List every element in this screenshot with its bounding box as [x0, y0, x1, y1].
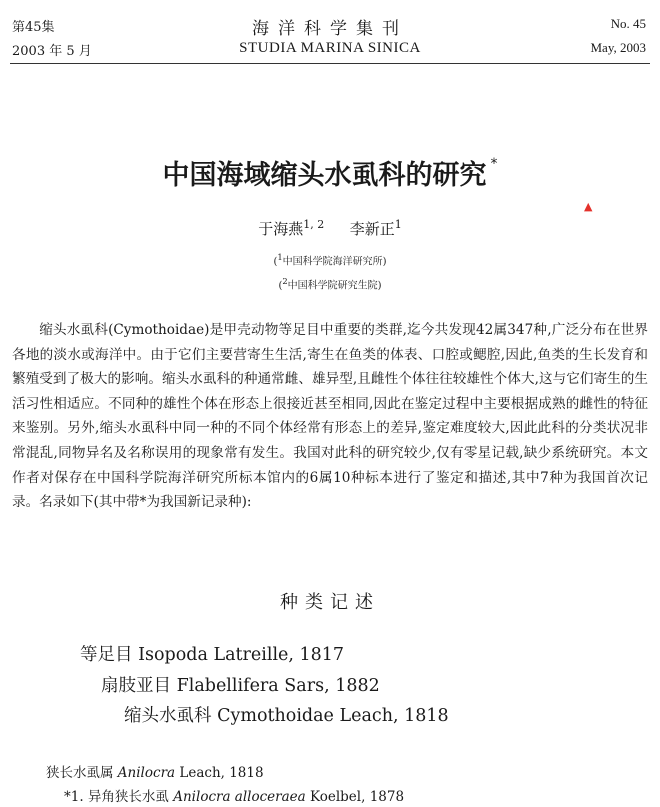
triangle-marker-icon: ▲	[584, 200, 593, 213]
taxon-suborder-name: Flabellifera Sars, 1882	[176, 676, 380, 696]
author-name: 于海燕	[258, 220, 304, 238]
taxon-order-name: Isopoda Latreille, 1817	[138, 645, 345, 665]
taxon-genus-author: Leach, 1818	[179, 765, 264, 781]
article-title-text: 中国海域缩头水虱科的研究	[162, 160, 487, 191]
taxon-order	[80, 641, 344, 666]
taxon-family-cn: 缩头水虱科	[124, 706, 212, 726]
issue-number: No. 45	[610, 16, 646, 31]
affiliation-line: ($^1$中国科学院海洋研究所)	[273, 252, 387, 268]
species-binomial: Anilocra alloceraea	[173, 789, 306, 805]
author-line	[0, 218, 660, 239]
issue-date-cn: 2003 年 5 月	[12, 44, 92, 59]
journal-title-en: STUDIA MARINA SINICA	[239, 40, 421, 56]
taxon-order-cn: 等足目	[80, 645, 133, 665]
abstract-paragraph: 缩头水虱科(Cymothoidae)是甲壳动物等足目中重要的类群,迄今共发现42属347种,广泛分布在世界各地的淡水或海洋中。由于它们主要营寄生生活,寄生在鱼类的体表、口腔或鳃腔,因此,鱼类的生长发育和繁殖受到了极大的影响。缩头水虱科的种通常雌、雄异型,且雌性个体往往较雄性个体大,这与它们寄生的生活习性相适应。不同种的雄性个体在形态上很接近甚至相同,因此在鉴定过程中主要根据成熟的雌性的特征来鉴别。另外,缩头水虱科中同一种的不同个体经常有形态上的差异,鉴定难度较大,因此此科的分类状况非常混乱,同物异名及名称误用的现象常有发生。我国对此科的研究较少,仅有零星记载,缺少系统研究。本文作者对保存在中国科学院海洋研究所标本馆内的6属10种标本进行了鉴定和描述,其中7种为我国首次记录。名录如下(其中带*为我国新记录种):	[12, 322, 648, 511]
taxon-family-name: Cymothoidae Leach, 1818	[217, 706, 449, 726]
journal-title-cn: 海洋科学集刊	[252, 19, 408, 39]
species-name-cn: 异角狭长水虱	[87, 789, 169, 805]
author-name: 李新正	[349, 220, 395, 238]
taxon-suborder-cn: 扇肢亚目	[101, 676, 171, 696]
affiliation-text: 中国科学院研究生院	[287, 280, 378, 292]
author-affiliation-sup: 1	[394, 218, 402, 231]
taxon-family	[124, 702, 449, 727]
species-author: Koelbel, 1878	[310, 789, 405, 805]
header-rule	[10, 63, 650, 64]
affiliation-sup: 1	[277, 252, 283, 262]
taxon-genus	[46, 761, 264, 781]
species-number: *1.	[64, 789, 84, 805]
taxon-genus-latin: Anilocra	[117, 765, 176, 781]
volume-label: 第45集	[12, 20, 55, 35]
taxon-genus-cn: 狭长水虱属	[46, 765, 114, 781]
issue-date-en: May, 2003	[590, 40, 646, 55]
taxon-species	[64, 785, 404, 805]
taxon-suborder	[101, 672, 380, 697]
title-footnote-mark: *	[490, 156, 498, 172]
affiliation-text: 中国科学院海洋研究所	[282, 256, 383, 268]
author-affiliation-sup: 1, 2	[303, 218, 325, 231]
section-heading: 种类记述	[280, 592, 380, 613]
affiliation-line: ($^2$中国科学院研究生院)	[278, 276, 382, 292]
article-title	[0, 153, 660, 192]
affiliation-sup: 2	[282, 276, 288, 286]
